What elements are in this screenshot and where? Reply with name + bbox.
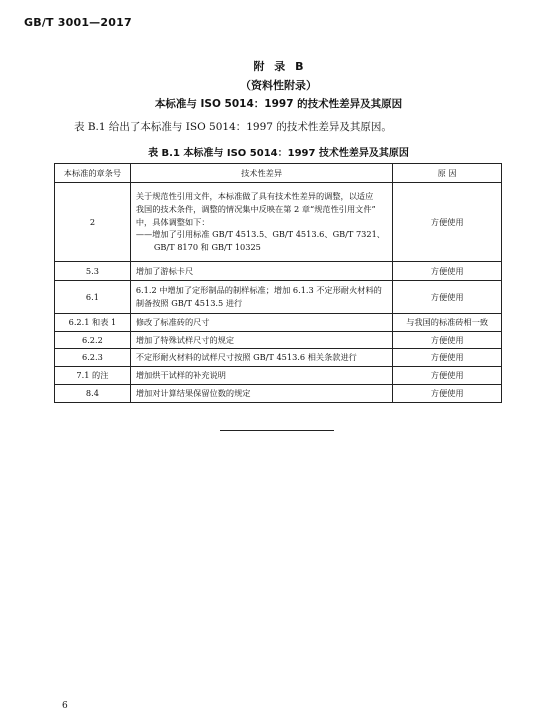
annex-title: 附 录 B <box>253 60 304 73</box>
difference-cell <box>130 331 392 349</box>
table-row <box>55 349 502 367</box>
clause-cell: 8.4 <box>55 384 131 402</box>
clause-cell: 6.2.3 <box>55 349 131 367</box>
difference-cell <box>130 367 392 385</box>
reason-cell: 方便使用 <box>393 367 502 385</box>
table-row <box>55 281 502 314</box>
table-header-row <box>55 164 502 183</box>
table-row <box>55 314 502 332</box>
difference-cell <box>130 262 392 281</box>
difference-cell <box>130 384 392 402</box>
annex-type: （资料性附录） <box>240 79 317 92</box>
clause-cell: 6.2.1 和表 1 <box>55 314 131 332</box>
difference-line: 关于规范性引用文件，本标准做了具有技术性差异的调整，以适应 <box>135 191 374 202</box>
header-reason: 原 因 <box>393 164 502 183</box>
difference-line: 不定形耐火材料的试样尺寸按照 GB/T 4513.6 相关条款进行 <box>135 352 357 363</box>
difference-line: ——增加了引用标准 GB/T 4513.5、GB/T 4513.6、GB/T 7321、 <box>135 229 385 240</box>
reason-cell: 方便使用 <box>393 281 502 314</box>
clause-cell: 5.3 <box>55 262 131 281</box>
difference-cell <box>130 314 392 332</box>
reason-cell: 方便使用 <box>393 349 502 367</box>
clause-cell: 6.1 <box>55 281 131 314</box>
header-clause: 本标准的章条号 <box>55 164 131 183</box>
clause-cell: 6.2.2 <box>55 331 131 349</box>
reason-cell: 方便使用 <box>393 262 502 281</box>
reason-cell: 方便使用 <box>393 331 502 349</box>
difference-line: 修改了标准砖的尺寸 <box>135 317 210 327</box>
table-caption: 表 B.1 本标准与 ISO 5014：1997 技术性差异及其原因 <box>148 148 409 159</box>
difference-line: 增加对计算结果保留位数的规定 <box>135 387 251 398</box>
annex-heading: 本标准与 ISO 5014：1997 的技术性差异及其原因 <box>154 98 403 110</box>
table-row <box>55 183 502 262</box>
difference-line: 增加了游标卡尺 <box>135 265 194 276</box>
difference-cell <box>130 349 392 367</box>
reason-cell: 方便使用 <box>393 384 502 402</box>
reason-cell: 方便使用 <box>393 183 502 262</box>
reason-cell: 与我国的标准砖相一致 <box>393 314 502 332</box>
difference-cell <box>130 281 392 314</box>
difference-line: GB/T 8170 和 GB/T 10325 <box>153 242 261 253</box>
standard-code: GB/T 3001—2017 <box>24 16 132 29</box>
difference-line: 增加烘干试样的补充说明 <box>135 370 226 381</box>
difference-line: 制备按照 GB/T 4513.5 进行 <box>135 298 243 308</box>
table-row <box>55 262 502 281</box>
intro-paragraph: 表 B.1 给出了本标准与 ISO 5014：1997 的技术性差异及其原因。 <box>74 121 392 133</box>
table-row <box>55 331 502 349</box>
clause-cell: 7.1 的注 <box>55 367 131 385</box>
header-difference: 技术性差异 <box>130 164 392 183</box>
difference-line: 6.1.2 中增加了定形制品的制样标准；增加 6.1.3 不定形耐火材料的 <box>135 285 382 296</box>
difference-cell <box>130 183 392 262</box>
difference-line: 我国的技术条件，调整的情况集中反映在第 2 章“规范性引用文件” <box>135 203 376 214</box>
differences-table <box>54 163 502 403</box>
clause-cell: 2 <box>55 183 131 262</box>
table-row <box>55 367 502 385</box>
difference-line: 中，具体调整如下： <box>135 216 210 227</box>
page-number: 6 <box>62 701 68 711</box>
difference-line: 增加了特殊试样尺寸的规定 <box>135 334 235 345</box>
end-rule <box>220 430 334 431</box>
table-row <box>55 384 502 402</box>
